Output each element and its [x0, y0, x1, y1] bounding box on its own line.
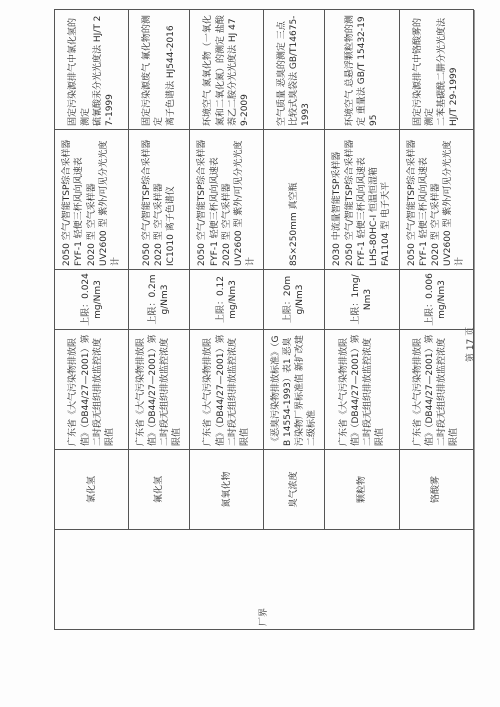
instrument-cell: 2050 空气/智能TSP综合采样器 FYF-1 轻便三杯风向风速表 2020 型 空气采样器 UV2600 型 紫外/可见分光光度计 [399, 130, 473, 270]
pollutant-cell: 氟化氢 [129, 450, 190, 530]
rotated-table-block [54, 10, 477, 630]
pollutant-cell: 氮氧化物 [190, 450, 264, 530]
limit-cell: 上限：0.024mg/Nm3 [55, 270, 129, 330]
page-edge-line [474, 10, 475, 630]
instrument-cell: 8S×250mm 真空瓶 [264, 130, 325, 270]
table-row [55, 10, 129, 630]
instrument-cell: 2050 空气/智能TSP综合采样器 FYF-1 轻便三杯风向风速表 2020 型 空气采样器 UV2600 型 紫外/可见分光光度计 [190, 130, 264, 270]
limit-cell: 上限：0.2mg/Nm3 [129, 270, 190, 330]
instrument-cell: 2030 中流量智能TSP采样器 2050 空气/智能TSP综合采样器 FYF-1 轻便三杯风向风速表 LHS-80HC-I 恒温恒湿箱 FA1104 型 电子天平 [325, 130, 399, 270]
method-cell: 环境空气 总悬浮颗粒物的测定 重量法 GB/T 15432-1995 [325, 10, 399, 130]
standard-cell: 广东省《大气污染物排放限值》（DB44/27—2001）第二时段无组织排放监控浓度限值 [190, 330, 264, 450]
pollutant-cell: 铬酸雾 [399, 450, 473, 530]
pollutant-cell: 氯化氢 [55, 450, 129, 530]
method-cell: 固定污染源排气中铬酸雾的测定 二苯基碳酰二肼分光光度法 HJ/T 29-1999 [399, 10, 473, 130]
monitoring-table [54, 9, 477, 630]
pollutant-cell: 臭气浓度 [264, 450, 325, 530]
limit-cell: 上限：0.006mg/Nm3 [399, 270, 473, 330]
method-cell: 固定污染源废气 氟化物的测定 离子色谱法 HJ544-2016 [129, 10, 190, 130]
limit-cell: 上限：20mg/Nm3 [264, 270, 325, 330]
page-number: 第 17 页 [466, 326, 477, 363]
limit-cell: 上限：0.12mg/Nm3 [190, 270, 264, 330]
method-cell: 固定污染源排气中氯化氢的测定 硫氰酸汞分光光度法 HJ/T 27-1999 [55, 10, 129, 130]
standard-cell: 广东省《大气污染物排放限值》（DB44/27—2001）第二时段无组织排放监控浓度限值 [55, 330, 129, 450]
category-cell: 厂界 [55, 530, 474, 630]
limit-cell: 上限：1mg/Nm3 [325, 270, 399, 330]
standard-cell: 广东省《大气污染物排放限值》（DB44/27—2001）第二时段无组织排放监控浓度限值 [399, 330, 473, 450]
standard-cell: 广东省《大气污染物排放限值》（DB44/27—2001）第二时段无组织排放监控浓度限值 [325, 330, 399, 450]
instrument-cell: 2050 空气/智能TSP综合采样器 2020 型 空气采样器 IC1010 离子色谱仪 [129, 130, 190, 270]
pollutant-cell: 颗粒物 [325, 450, 399, 530]
standard-cell: 《恶臭污染物排放标准》（GB 14554-1993）表1 恶臭污染物厂界标准值 新扩改建二级标准 [264, 330, 325, 450]
instrument-cell: 2050 空气/智能TSP综合采样器 FYF-1 轻便三杯风向风速表 2020 型 空气采样器 UV2600 型 紫外/可见分光光度计 [55, 130, 129, 270]
standard-cell: 广东省《大气污染物排放限值》（DB44/27—2001）第二时段无组织排放监控浓度限值 [129, 330, 190, 450]
method-cell: 空气质量 恶臭的测定 三点比较式臭袋法 GB/T14675-1993 [264, 10, 325, 130]
method-cell: 环境空气 氮氧化物（一氧化氮和二氧化氮）的测定 盐酸萘乙二胺分光光度法 HJ 479-2009 [190, 10, 264, 130]
